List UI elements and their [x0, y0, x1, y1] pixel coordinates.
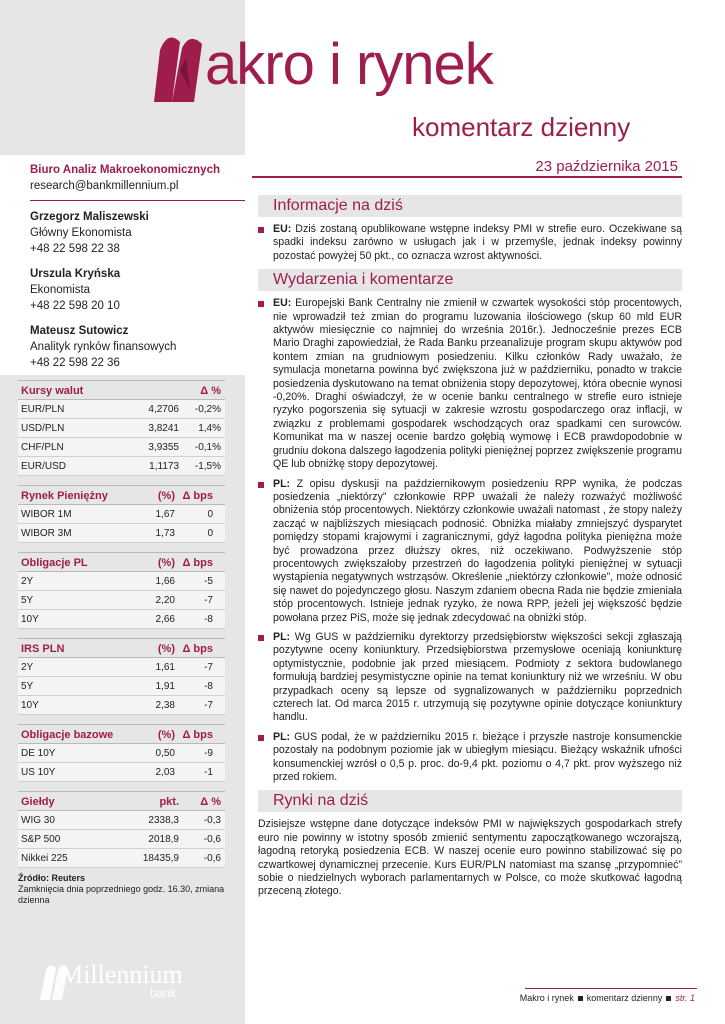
page-title: akro i rynek [205, 32, 493, 97]
section-heading-today: Informacje na dziś [258, 195, 682, 217]
fx-table [18, 380, 225, 476]
list-item: PL: Wg GUS w październiku dyrektorzy przedsiębiorstw większości sekcji zgłaszają pozytywne oceny koniunktury. Przedsiębiorstwa przemysłowe oceniają koniunkturę optymistycznie, podobnie jak przed miesiącem. Podmioty z sektora budowlanego formułują bardziej pesymistyczne opinie na temat koniunktury niż we wrześniu. W obu przypadkach oceny są lepsze od sygnalizowanych w październiku poprzednich czterech lat. Od marca 2015 r. utrzymują się pozytywne opinie dotyczące koniunktury handlu. [258, 631, 682, 725]
table-row: US 10Y 2,03 -1 [18, 763, 225, 782]
table-row: 10Y 2,38 -7 [18, 696, 225, 715]
table-row: EUR/USD 1,1173 -1,5% [18, 457, 225, 476]
table-header: Giełdy pkt. Δ % [18, 791, 225, 811]
section-heading-events: Wydarzenia i komentarze [258, 269, 682, 291]
section-heading-markets: Rynki na dziś [258, 790, 682, 812]
logo-name: Millennium [60, 960, 183, 989]
money-market-table [18, 485, 225, 543]
footer-subtitle: komentarz dzienny [586, 993, 663, 1003]
brand-ribbon-m-icon [150, 30, 208, 105]
org-name: Biuro Analiz Makroekonomicznych [30, 164, 220, 176]
footer-divider [525, 988, 697, 989]
table-header: Obligacje bazowe (%) Δ bps [18, 724, 225, 744]
list-item: EU: Europejski Bank Centralny nie zmienił w czwartek wysokości stóp procentowych, nie wprowadził też zmian do programu luzowania ilościowego (skup 60 mld EUR aktywów miesięcznie co najmniej do września 2016r.). Jednocześnie prezes ECB Mario Draghi zapowiedział, że Rada Banku przeanalizuje program skupu aktywów pod kontem zmian na grudniowym posiedzeniu. Kilku członków Rady uważało, że symulacja monetarna powinna być zwiększona już w październiku, ponadto w trakcie posiedzenia dyskutowano na temat obniżenia stopy depozytowej, która obecnie wynosi -0,20%. Draghi oświadczył, że w ocenie banku centralnego w strefie euro istnieje ryzyko pogorszenia się sytuacji w zakresie wzrostu gospodarczego oraz inflacji, w związku z problemami gospodarek wschodzących oraz spadkami cen surowców. Komunikat ma w naszej ocenie bardzo gołębią wymowę i ECB prawdopodobnie w grudniu dokona dalszego łagodzenia polityki pieniężnej poprzez zwiększenie programu QE lub obniżkę stopy depozytowej. [258, 297, 682, 471]
table-row: WIBOR 3M 1,73 0 [18, 524, 225, 543]
page-subtitle: komentarz dzienny [412, 112, 631, 142]
table-row: WIG 30 2338,3 -0,3 [18, 811, 225, 830]
table-row: USD/PLN 3,8241 1,4% [18, 419, 225, 438]
contact-email[interactable]: research@bankmillennium.pl [30, 180, 179, 192]
person-phone: +48 22 598 20 10 [30, 300, 120, 312]
stocks-table [18, 791, 225, 868]
person-role: Analityk rynków finansowych [30, 341, 177, 353]
table-header: Rynek Pieniężny (%) Δ bps [18, 485, 225, 505]
millennium-logo [38, 960, 218, 1004]
logo-bank: bank [150, 986, 177, 1000]
person [30, 266, 240, 314]
source-note [18, 873, 225, 906]
table-row: S&P 500 2018,9 -0,6 [18, 830, 225, 849]
markets-paragraph: Dzisiejsze wstępne dane dotyczące indeksów PMI w największych gospodarkach strefy euro nie powinny w istotny sposób zmienić sentymentu zapoczątkowanego wczorajszą, łagodną retoryką posiedzenia ECB. W naszej ocenie euro powinno stabilizować się po czwartkowej dynamicznej przecenie. Kurs EUR/PLN natomiast ma szansę „przypomnieć” sobie o niedzielnych wyborach parlamentarnych w Polsce, co może skutkować łagodną przeceną złotego. [258, 818, 682, 898]
page-footer [520, 993, 695, 1003]
person-name: Grzegorz Maliszewski [30, 211, 149, 223]
bonds-pl-table [18, 552, 225, 629]
person-role: Główny Ekonomista [30, 227, 132, 239]
person [30, 323, 240, 371]
main-content [258, 195, 682, 899]
table-row: CHF/PLN 3,9355 -0,1% [18, 438, 225, 457]
contacts-block [30, 162, 240, 380]
irs-table [18, 638, 225, 715]
footer-title: Makro i rynek [519, 993, 574, 1003]
person-phone: +48 22 598 22 38 [30, 243, 120, 255]
square-bullet-icon [666, 996, 671, 1001]
list-item: EU: Dziś zostaną opublikowane wstępne indeksy PMI w strefie euro. Oczekiwane są spadki indeksu zarówno w usługach jak i w przemyśle, jednak indeksy powinny pozostać powyżej 50 pkt., co oznacza wzrost aktywności. [258, 223, 682, 263]
person-name: Urszula Kryńska [30, 268, 121, 280]
person [30, 209, 240, 257]
table-row: WIBOR 1M 1,67 0 [18, 505, 225, 524]
report-date: 23 października 2015 [535, 158, 678, 175]
divider [30, 200, 245, 201]
table-row: 5Y 1,91 -8 [18, 677, 225, 696]
table-row: 5Y 2,20 -7 [18, 591, 225, 610]
benchmark-bonds-table [18, 724, 225, 782]
table-header: IRS PLN (%) Δ bps [18, 638, 225, 658]
table-row: EUR/PLN 4,2706 -0,2% [18, 400, 225, 419]
table-row: 2Y 1,61 -7 [18, 658, 225, 677]
source-label: Źródło: Reuters [18, 873, 86, 883]
table-header: Obligacje PL (%) Δ bps [18, 552, 225, 572]
market-tables [18, 380, 225, 906]
date-bar [252, 158, 682, 178]
table-row: 10Y 2,66 -8 [18, 610, 225, 629]
table-row: 2Y 1,66 -5 [18, 572, 225, 591]
table-row: DE 10Y 0,50 -9 [18, 744, 225, 763]
table-row: Nikkei 225 18435,9 -0,6 [18, 849, 225, 868]
source-detail: Zamknięcia dnia poprzedniego godz. 16.30, zmiana dzienna [18, 884, 225, 905]
person-phone: +48 22 598 22 36 [30, 357, 120, 369]
list-item: PL: Z opisu dyskusji na październikowym posiedzeniu RPP wynika, że podczas posiedzenia „niektórzy” członkowie RPP uważali że należy rozważyć możliwość obniżenia stóp procentowych. Niektórzy członkowie uważali natomast , że stopy należy zacząć w najbliższych miesiącach podnosić. Obniżka miałaby zmniejszyć dysparytet pomiędzy stopami krajowymi i zagranicznymi, gdyż łagodna polityka pieniężna może być prowadzona przez dłuższy okres, niż oczekiwano. Podwyższenie stóp procentowych zwiększałoby przestrzeń do łagodzenia polityki pieniężnej w sytuacji wystąpienia negatywnych wstrząsów. Określenie „niektórzy członkowie”, może odnosić się nawet do pojedynczego głosu. Naszym zdaniem obecna Rada nie będzie zmieniała stóp procentowych. Istnieje jednak ryzyko, że nowa RPP, jeżeli jej większość będzie powołana przez PiS, może się jednak zdecydować na obniżki stóp. [258, 478, 682, 625]
table-header: Kursy walut Δ % [18, 380, 225, 400]
square-bullet-icon [578, 996, 583, 1001]
person-name: Mateusz Sutowicz [30, 325, 129, 337]
list-item: PL: GUS podał, że w październiku 2015 r. bieżące i przyszłe nastroje konsumenckie pozostały na podobnym poziomie jak w ubiegłym miesiącu. Bieżący wskaźnik ufności konsumenckiej wzrósł o 0,5 p. proc. do-9,4 pkt. poziomu o 4,7 pkt. prov wyższego niż przed rokiem. [258, 731, 682, 785]
page-number: str. 1 [675, 993, 695, 1003]
person-role: Ekonomista [30, 284, 91, 296]
